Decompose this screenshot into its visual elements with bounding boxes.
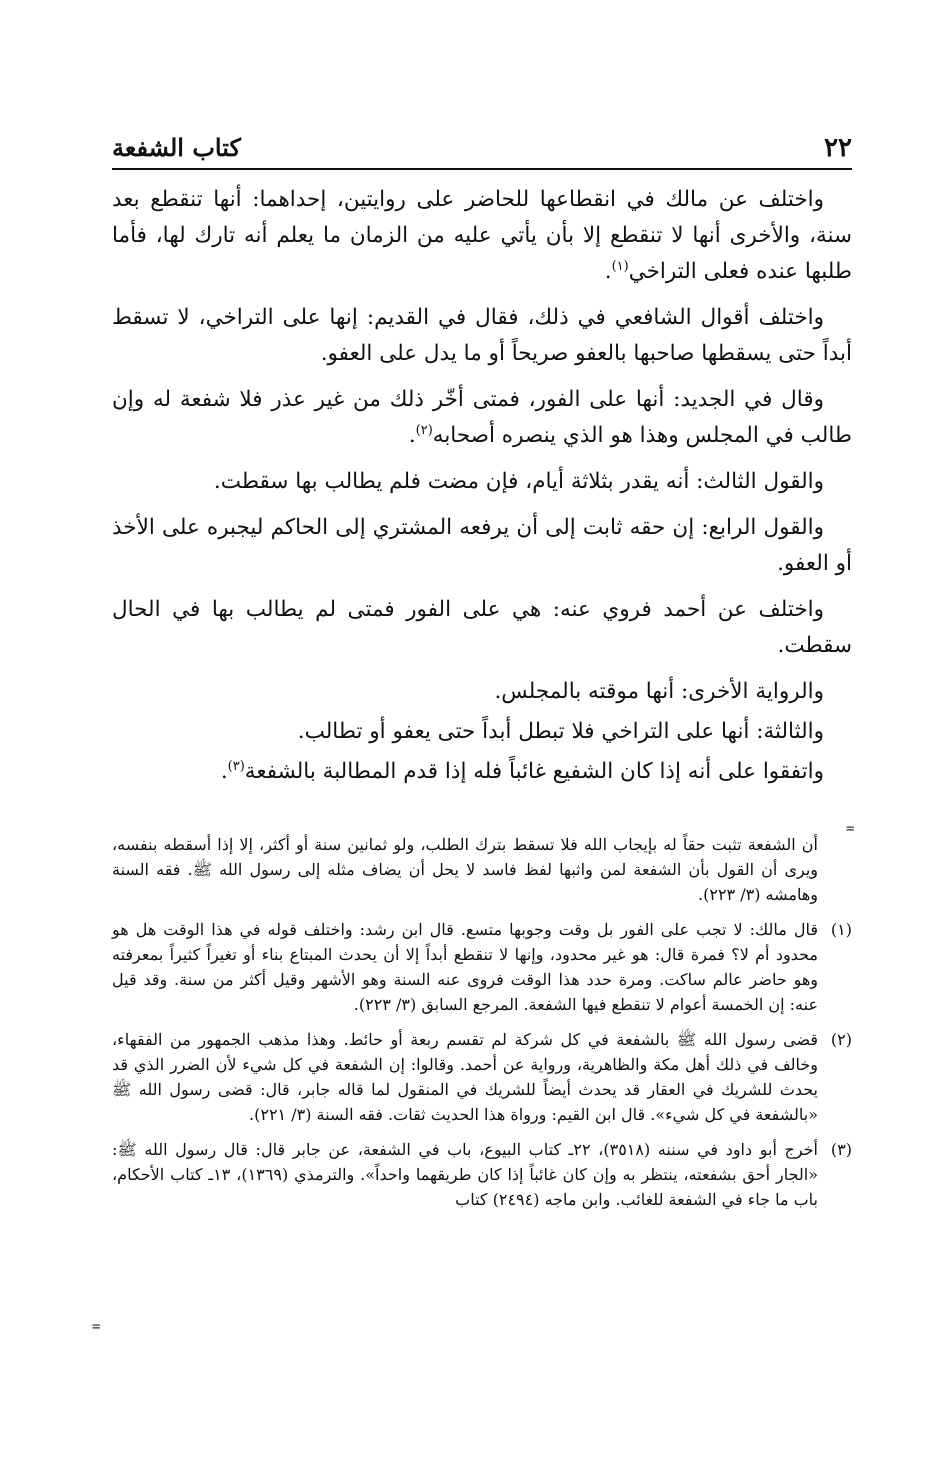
- paragraph-fourth-opinion: والقول الرابع: إن حقه ثابت إلى أن يرفعه المشتري إلى الحاكم ليجبره على الأخذ أو العفو.: [112, 515, 852, 576]
- running-title: كتاب الشفعة: [112, 133, 241, 162]
- footnote-text: قضى رسول الله ﷺ بالشفعة في كل شركة لم تقسم ربعة أو حائط. وهذا مذهب الجمهور من الفقهاء، وخالف في ذلك أهل مكة والظاهرية، ورواية عن أحمد. وقالوا: إن الشفعة في كل شيء لأن الضرر الذي قد يحدث للشريك في العقار قد يحدث أيضاً للشريك في المنقول لما قاله جابر، قال: قضى رسول الله ﷺ «بالشفعة في كل شيء». قال ابن القيم: ورواة هذا الحديث ثقات. فقه السنة (٣/ ٢٢١).: [112, 1030, 819, 1124]
- footnote-3: [112, 1137, 852, 1212]
- paragraph-malik: واختلف عن مالك في انقطاعها للحاضر على روايتين، إحداهما: أنها تنقطع بعد سنة، والأخرى أنها لا تنقطع إلا بأن يأتي عليه من الزمان ما يعلم أنه تارك لها، فأما طلبها عنده فعلى التراخي$^{(١)}$.: [112, 187, 852, 284]
- paragraph-shafii-old: واختلف أقوال الشافعي في ذلك، فقال في القديم: إنها على التراخي، لا تسقط أبداً حتى يسقطها صاحبها بالعفو صريحاً أو ما يدل على العفو.: [112, 305, 852, 366]
- continued-mark: =: [846, 821, 855, 837]
- paragraph-ahmad: واختلف عن أحمد فروي عنه: هي على الفور فمتى لم يطالب بها في الحال سقطت.: [112, 597, 852, 658]
- footnote-2: [112, 1027, 852, 1127]
- footnote-continuation: أن الشفعة تثبت حقاً له بإيجاب الله فلا تسقط بترك الطلب، ولو ثمانين سنة أو أكثر، إلا إذا أسقطه بنفسه، ويرى أن القول بأن الشفعة لمن واثبها لفظ فاسد لا يحل أن يضاف مثله إلى رسول الله ﷺ. فقه السنة وهامشه (٣/ ٢٢٣).: [112, 835, 818, 904]
- footnote-1: [112, 917, 852, 1017]
- paragraph-third-narration: والثالثة: أنها على التراخي فلا تبطل أبداً حتى يعفو أو تطالب.: [297, 719, 824, 744]
- footnote-text: أخرج أبو داود في سننه (٣٥١٨)، ٢٢ـ كتاب البيوع، باب في الشفعة، عن جابر قال: قال رسول الله ﷺ: «الجار أحق بشفعته، ينتظر به وإن كان غائباً إذا كان طريقهما واحداً». والترمذي (١٣٦٩)، ١٣ـ كتاب الأحكام، باب ما جاء في الشفعة للغائب. وابن ماجه (٢٤٩٤) كتاب: [112, 1140, 819, 1209]
- footnote-ref-3: (٣): [227, 758, 245, 774]
- footnote-number: (١): [830, 920, 852, 939]
- main-text: [112, 182, 852, 800]
- footnote-text: قال مالك: لا تجب على الفور بل وقت وجوبها متسع. قال ابن رشد: واختلف قوله في هذا الوقت هل هو محدود أم لا؟ فمرة قال: هو غير محدود، وإنها لا تنقطع أبداً إلا أن يحدث المبتاع بناء أو تغيراً كثيراً بمعرفته وهو حاضر عالم ساكت. ومرة حدد هذا الوقت فروى عنه السنة وهو الأشهر وقيل أكثر من سنة. وقد قيل عنه: إن الخمسة أعوام لا تنقطع فيها الشفعة. المرجع السابق (٣/ ٢٢٣).: [112, 920, 818, 1014]
- paragraph-shafii-new: وقال في الجديد: أنها على الفور، فمتى أخّر ذلك من غير عذر فلا شفعة له وإن طالب في المجلس وهذا هو الذي ينصره أصحابه$^{(٢)}$.: [112, 387, 852, 448]
- paragraph-text: وقال في الجديد: أنها على الفور، فمتى أخّر ذلك من غير عذر فلا شفعة له وإن طالب في المجلس وهذا هو الذي ينصره أصحابه: [112, 387, 852, 448]
- footnote-number: (٣): [830, 1140, 852, 1159]
- continues-mark: =: [92, 1319, 101, 1335]
- footnote-number: (٢): [830, 1030, 852, 1049]
- paragraph-second-narration: والرواية الأخرى: أنها موقته بالمجلس.: [494, 679, 824, 704]
- footnote-ref-2: (٢): [415, 422, 433, 438]
- paragraph-agreement: واتفقوا على أنه إذا كان الشفيع غائباً فله إذا قدم المطالبة بالشفعة$^{(٣)}$.: [220, 758, 824, 784]
- page-header: [112, 132, 852, 170]
- paragraph-third-opinion: والقول الثالث: أنه يقدر بثلاثة أيام، فإن مضت فلم يطالب بها سقطت.: [213, 469, 824, 494]
- page-number: ٢٢: [824, 133, 852, 163]
- paragraph-text: واختلف عن مالك في انقطاعها للحاضر على روايتين، إحداهما: أنها تنقطع بعد سنة، والأخرى أنها لا تنقطع إلا بأن يأتي عليه من الزمان ما يعلم أنه تارك لها، فأما طلبها عنده فعلى التراخي: [112, 187, 852, 284]
- footnote-ref-1: (١): [611, 258, 629, 274]
- paragraph-text: واتفقوا على أنه إذا كان الشفيع غائباً فله إذا قدم المطالبة بالشفعة: [244, 759, 824, 784]
- footnotes-section: [112, 832, 852, 1222]
